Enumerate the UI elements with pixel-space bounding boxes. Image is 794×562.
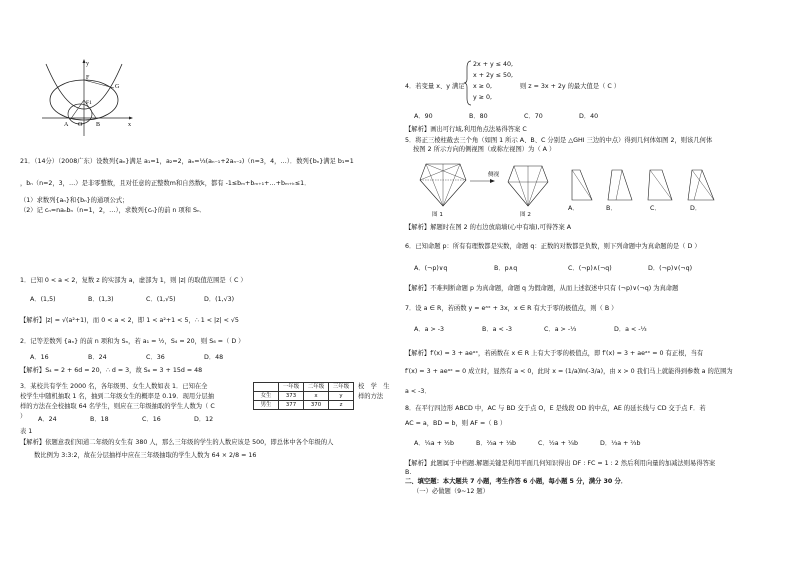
- q1-opt-b: B．(1,3): [88, 296, 114, 303]
- q21-line2: ，bₙ（n=2，3，…）是非零整数，且对任意的正整数m和自然数k，都有 -1≤bₘ+bₘ₊₁+…+bₘ₊ₖ≤1．: [20, 180, 311, 187]
- q3-td-0-2: x: [304, 392, 329, 401]
- q3-td-0-0: 女生: [254, 392, 279, 401]
- fig-label-O: O: [78, 122, 83, 128]
- q7-sol2: f′(x) = 3 + aeᵃˣ = 0 成立时，显然有 a < 0，此时 x = (1/a)ln(-3/a)，由 x > 0 我们马上就能得到参数 a 的范围为: [405, 368, 733, 375]
- q3-opt-d: D．12: [194, 416, 214, 423]
- q4-sys-0: 2x + y ≤ 40,: [473, 61, 514, 68]
- q5-figure-1: [418, 156, 468, 216]
- q3-td-1-3: z: [329, 401, 354, 410]
- q6-opt-c: C．(¬p)∧(¬q): [568, 265, 612, 272]
- q3-td-1-2: 370: [304, 401, 329, 410]
- q8-opt-b: B．⅔a + ⅓b: [476, 440, 516, 447]
- q5-solution: 【解析】解题时在图 2 的右边放扇墙(心中有墙),可得答案 A: [405, 224, 572, 231]
- q2-opt-c: C．36: [146, 354, 165, 361]
- conic-figure: [36, 58, 136, 138]
- q3-td-1-1: 377: [279, 401, 304, 410]
- q3-sol2: 数比例为 3:3:2，故在分层抽样中应在三年级抽取的学生人数为 64 × 2/8 = 16: [34, 452, 257, 459]
- fig-label-x: x: [128, 122, 131, 128]
- fig-label-F1: F1: [86, 100, 92, 106]
- q2-stem: 2．记等差数列 {aₙ} 的前 n 项和为 Sₙ，若 a₁ = ½，S₄ = 20，则 S₆ =（ D ）: [20, 338, 245, 345]
- q5-figure-2: [504, 156, 550, 216]
- q7-opt-a: A．a > -3: [414, 326, 445, 333]
- q1-opt-d: D．(1,√3): [204, 296, 235, 303]
- q7-sol3: a < -3．: [405, 388, 431, 395]
- q3-right1: 校 学 生: [358, 383, 390, 390]
- q4-sys-1: x + 2y ≤ 50,: [473, 72, 514, 79]
- q4-solution: 【解析】画出可行域,利用角点法易得答案 C: [405, 126, 527, 133]
- q8-line2: AC = a，BD = b，则 AF =（ B ）: [405, 420, 507, 427]
- q3-td-0-1: 373: [279, 392, 304, 401]
- q8-opt-c: C．½a + ¼b: [538, 440, 579, 447]
- q6-opt-b: B．p∧q: [494, 265, 518, 272]
- q3-table: [253, 382, 354, 410]
- q4-brace: [464, 60, 472, 106]
- q7-stem: 7．设 a ∈ R，若函数 y = eᵃˣ + 3x，x ∈ R 有大于零的极值点，则（ B ）: [405, 305, 618, 312]
- q4-opt-c: C．70: [524, 113, 543, 120]
- q2-solution: 【解析】S₄ = 2 + 6d = 20，∴ d = 3，故 S₆ = 3 + 15d = 48: [20, 367, 203, 374]
- q8-line1: 8．在平行四边形 ABCD 中，AC 与 BD 交于点 O，E 是线段 OD 的中点，AE 的延长线与 CD 交于点 F．若: [405, 405, 706, 412]
- q6-opt-a: A．(¬p)∨q: [414, 265, 448, 272]
- q5-option-shapes: [566, 168, 726, 202]
- q3-opt-b: B．18: [90, 416, 109, 423]
- q3-th-1: 一年级: [279, 383, 304, 392]
- q4-sys-3: y ≥ 0,: [473, 94, 493, 101]
- q6-opt-d: D．(¬p)∨(¬q): [648, 265, 693, 272]
- q3-right2: 样的方法: [358, 393, 384, 400]
- q4-stem-a: 4．若变量 x、y 满足: [405, 83, 465, 90]
- q3-th-2: 二年级: [304, 383, 329, 392]
- fig-label-G: G: [115, 84, 120, 90]
- q5-opt-c: C．: [650, 205, 661, 212]
- fig-label-y: y: [86, 61, 89, 67]
- q5-arrow-label: 侧视: [488, 172, 500, 178]
- q3-opt-c: C．16: [142, 416, 161, 423]
- q3-line2: 校学生中随机抽取 1 名，抽到二年级女生的概率是 0.19．现用分层抽: [20, 393, 215, 400]
- section2-sub: （一）必做题（9~12 题）: [413, 488, 489, 495]
- q3-td-1-0: 男生: [254, 401, 279, 410]
- q3-opt-a: A．24: [38, 416, 57, 423]
- q3-table-label: 表 1: [20, 428, 33, 435]
- q2-opt-b: B．24: [88, 354, 107, 361]
- q1-opt-c: C．(1,√5): [146, 296, 176, 303]
- q21-line1: 21．（14分）（2008广东）设数列{aₙ}满足 a₁=1，a₂=2，aₙ=⅓(aₙ₋₁+2aₙ₋₂)（n=3，4，…）．数列{bₙ}满足 b₁=1: [20, 158, 354, 165]
- q3-th-0: [254, 383, 279, 392]
- q21-line3: （1）求数列{aₙ}和{bₙ}的通项公式；: [20, 197, 129, 204]
- q4-sys-2: x ≥ 0,: [473, 83, 493, 90]
- q4-stem-b: 则 z = 3x + 2y 的最大值是（ C ）: [520, 83, 621, 90]
- q4-opt-d: D．40: [579, 113, 599, 120]
- q3-td-0-3: y: [329, 392, 354, 401]
- q1-solution: 【解析】|z| = √(a²+1)，而 0 < a < 2，即 1 < a²+1 < 5，∴ 1 < |z| < √5: [20, 317, 239, 324]
- q4-opt-b: B．80: [469, 113, 488, 120]
- q8-opt-d: D．⅓a + ⅔b: [600, 440, 641, 447]
- q7-opt-c: C．a > -⅓: [544, 326, 577, 333]
- q7-opt-b: B．a < -3: [482, 326, 513, 333]
- q3-sol1: 【解析】依题意我们知道二年级的女生有 380 人，那么三年级的学生的人数应该是 500，即总体中各个年级的人: [20, 439, 334, 446]
- q5-arrow-icon: [470, 178, 496, 184]
- q5-opt-b: B．: [606, 205, 617, 212]
- fig-label-A: A: [64, 122, 69, 128]
- q8-opt-a: A．¼a + ½b: [414, 440, 454, 447]
- q5-line2: 按图 2 所示方向的侧视图（或称左视图）为（ A ）: [413, 146, 556, 153]
- q6-solution: 【解析】不难判断命题 p 为真命题，命题 q 为假命题，从而上述叙述中只有 (¬p)∨(¬q) 为真命题: [405, 285, 679, 292]
- q5-opt-d: D．: [690, 205, 702, 212]
- q3-th-3: 三年级: [329, 383, 354, 392]
- q7-sol1: 【解析】f′(x) = 3 + aeᵃˣ，若函数在 x ∈ R 上有大于零的极值点，即 f′(x) = 3 + aeᵃˣ = 0 有正根，当有: [405, 350, 704, 357]
- q7-opt-d: D．a < -⅓: [614, 326, 647, 333]
- q5-line1: 5．将正三棱柱截去三个角（如图 1 所示 A、B、C 分别是 △GHI 三边的中点）得到几何体如图 2，则该几何体: [405, 137, 713, 144]
- q6-stem: 6．已知命题 p：所有有理数都是实数，命题 q：正数的对数都是负数，则下列命题中为真命题的是（ D ）: [405, 243, 701, 250]
- q5-fig2-caption: 图 2: [520, 212, 531, 218]
- q8-sol1: 【解析】此题属于中档题.解题关键是利用平面几何知识得出 DF : FC = 1 : 2 然后利用向量的加减法则易得答案: [405, 460, 716, 467]
- q2-opt-d: D．48: [204, 354, 224, 361]
- q1-opt-a: A．(1,5): [30, 296, 56, 303]
- q3-line1: 3．某校共有学生 2000 名，各年级男、女生人数如表 1．已知在全: [20, 383, 208, 390]
- q8-sol2: B.: [405, 469, 412, 476]
- q21-line4: （2）记 cₙ=naₙbₙ（n=1，2，…），求数列{cₙ}的前 n 项和 Sₙ．: [20, 207, 206, 214]
- section2-title: 二、填空题：本大题共 7 小题，考生作答 6 小题，每小题 5 分，满分 30 分．: [405, 478, 628, 485]
- q3-line3b: ）: [20, 413, 27, 420]
- q1-stem: 1．已知 0 < a < 2，复数 z 的实部为 a，虚部为 1，则 |z| 的取值范围是（ C ）: [20, 277, 247, 284]
- q4-opt-a: A．90: [414, 113, 433, 120]
- q5-opt-a: A．: [568, 205, 579, 212]
- q2-opt-a: A．16: [30, 354, 49, 361]
- fig-label-F: F: [86, 75, 90, 81]
- fig-label-B: B: [96, 122, 101, 128]
- q5-fig1-caption: 图 1: [432, 212, 443, 218]
- q3-line3: 样的方法在全校抽取 64 名学生，则应在三年级抽取的学生人数为（ C: [20, 403, 215, 410]
